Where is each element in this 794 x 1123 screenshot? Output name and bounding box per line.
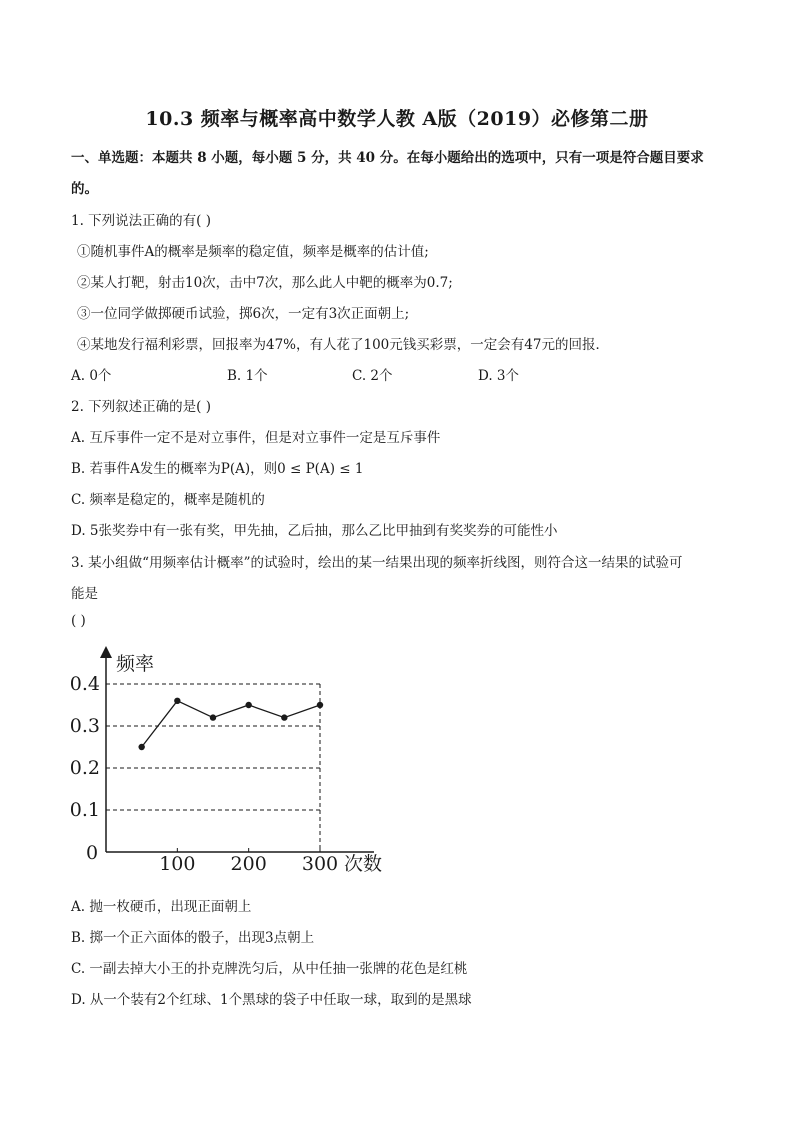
q3-stem-line2: 能是 [71, 586, 98, 602]
y-tick-label-3: 0.4 [69, 673, 100, 695]
y-tick-label-0: 0.1 [69, 799, 100, 821]
q3-option-d: D. 从一个装有2个红球、1个黑球的袋子中任取一球，取到的是黑球 [71, 992, 472, 1008]
q1-item-3: ③一位同学做掷硬币试验，掷6次，一定有3次正面朝上; [77, 306, 410, 322]
q2-stem: 2. 下列叙述正确的是( ) [71, 399, 211, 415]
section-instructions-line2: 的。 [71, 181, 98, 197]
q1-option-a: A. 0个 [71, 368, 112, 384]
frequency-line-chart [69, 646, 394, 876]
q1-option-d: D. 3个 [478, 368, 520, 384]
y-tick-label-1: 0.2 [69, 757, 100, 779]
x-tick-label-2: 300 [301, 853, 339, 875]
y-tick-label-2: 0.3 [69, 715, 100, 737]
q2-option-d: D. 5张奖券中有一张有奖，甲先抽，乙后抽，那么乙比甲抽到有奖奖券的可能性小 [71, 523, 558, 539]
q1-item-1: ①随机事件A的概率是频率的稳定值，频率是概率的估计值; [77, 244, 429, 260]
section-instructions-line1: 一、单选题：本题共 8 小题，每小题 5 分，共 40 分。在每小题给出的选项中，只有一项是符合题目要求 [71, 150, 704, 166]
q1-option-c: C. 2个 [352, 368, 393, 384]
series-line [142, 701, 320, 747]
origin-label: 0 [85, 842, 99, 864]
q1-stem: 1. 下列说法正确的有( ) [71, 213, 211, 229]
data-point-1 [174, 698, 180, 704]
data-point-2 [210, 714, 216, 720]
q2-option-a: A. 互斥事件一定不是对立事件，但是对立事件一定是互斥事件 [71, 430, 441, 446]
x-tick-label-1: 200 [230, 853, 267, 875]
data-point-5 [317, 702, 323, 708]
q3-answer-blank: ( ) [71, 613, 86, 629]
data-point-0 [138, 744, 144, 750]
x-tick-label-0: 100 [159, 853, 196, 875]
q2-option-c: C. 频率是稳定的，概率是随机的 [71, 492, 265, 508]
q3-option-c: C. 一副去掉大小王的扑克牌洗匀后，从中任抽一张牌的花色是红桃 [71, 961, 468, 977]
q1-option-b: B. 1个 [227, 368, 268, 384]
q1-item-4: ④某地发行福利彩票，回报率为47%，有人花了100元钱买彩票，一定会有47元的回报． [77, 337, 609, 353]
q1-item-2: ②某人打靶，射击10次，击中7次，那么此人中靶的概率为0.7; [77, 275, 453, 291]
q3-option-a: A. 抛一枚硬币，出现正面朝上 [71, 899, 252, 915]
q2-option-b: B. 若事件A发生的概率为P(A)，则0 ≤ P(A) ≤ 1 [71, 461, 364, 477]
page-title: 10.3 频率与概率高中数学人教 A版（2019）必修第二册 [145, 108, 649, 130]
y-axis-label: 频率 [116, 653, 155, 675]
data-point-4 [281, 714, 287, 720]
chart-grid [106, 684, 320, 852]
q3-stem-line1: 3. 某小组做“用频率估计概率”的试验时，绘出的某一结果出现的频率折线图，则符合这一结果的试验可 [71, 555, 683, 571]
q3-option-b: B. 掷一个正六面体的骰子，出现3点朝上 [71, 930, 315, 946]
chart-series [138, 698, 323, 751]
chart-ticks [70, 673, 338, 875]
data-point-3 [245, 702, 251, 708]
x-axis-label: 次数 [344, 853, 383, 875]
